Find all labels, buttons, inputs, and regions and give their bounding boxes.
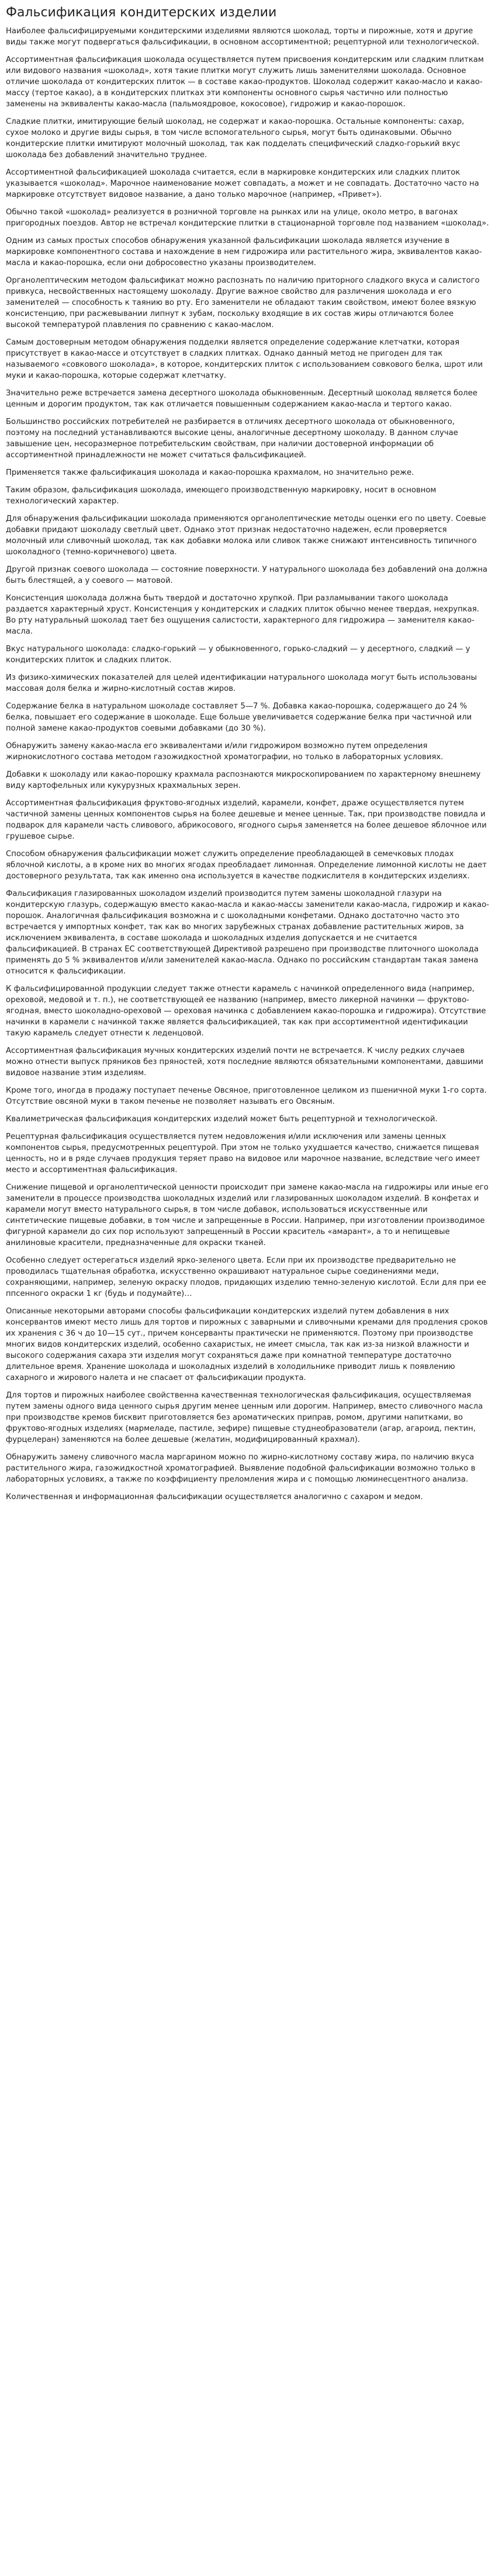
paragraph: Описанные некоторыми авторами способы фальсификации кондитерских изделий путем добавления в них консервантов имеют место лишь для тортов и пирожных с заварными и сливочными кремами для продления сроков их хранения с 36 ч до 10—15 сут., причем консерванты практически не применяются. Поэтому при производстве многих видов кондитерских изделий, особенно сахаристых, не имеет смысла, так как из-за низкой влажности и высокого содержания сахара эти изделия могут сохраняться даже при комнатной температуре достаточно длительное время. Хранение шоколада и шоколадных изделий в холодильнике приводит лишь к появлению сахарного и жирового налета и не спасает от фальсификации продукта. (6, 1307, 488, 1382)
paragraph: Содержание белка в натуральном шоколаде составляет 5—7 %. Добавка какао-порошка, содержащего до 24 % белка, повышает его содержание в шоколаде. Еще больше увеличивается содержание белка при частичной или полной замене какао-продуктов соевыми добавками (до 30 %). (6, 702, 472, 733)
paragraph: Из физико-химических показателей для целей идентификации натурального шоколада могут быть использованы массовая доля белка и жирно-кислотный состав жиров. (6, 673, 477, 693)
paragraph: Большинство российских потребителей не разбирается в отличиях десертного шоколада от обыкновенного, поэтому на последний устанавливаются высокие цены, аналогичные десертному шоколаду. В данном случае завышение цен, несоразмерное потребительским свойствам, при наличии достоверной информации об ассортиментной принадлежности не может считаться фальсификацией. (6, 418, 458, 460)
paragraph: Для тортов и пирожных наиболее свойственна качественная технологическая фальсификация, осуществляемая путем замены одного вида ценного сырья другим менее ценным или дорогим. Например, вместо сливочного масла при производстве кремов бисквит приготовляется без ароматических приправ, ромом, другими напитками, во фруктово-ягодных изделиях (мармеладе, пастиле, зефире) пищевые студнеобразователи (агар, агароид, пектин, фурцелеран) заменяются на более дешевые (желатин, модифицированный крахмал). (6, 1391, 483, 1444)
paragraph: Ассортиментная фальсификация мучных кондитерских изделий почти не встречается. К числу редких случаев можно отнести выпуск пряников без пряностей, хотя последние являются обязательными компонентами, давшими видовое название этим изделиям. (6, 1047, 483, 1077)
paragraph: Значительно реже встречается замена десертного шоколада обыкновенным. Десертный шоколад является более ценным и дорогим продуктом, так как отличается повышенным содержанием какао-масла и тертого какао. (6, 389, 477, 409)
document-body (6, 26, 489, 1503)
paragraph: Ассортиментной фальсификацией шоколада считается, если в маркировке кондитерских или сладких плиток указывается «шоколад». Марочное наименование может совпадать, а может и не совпадать. Достаточно часто на маркировке отсутствует видовое название, а дано только марочное (например, «Привет»). (6, 168, 479, 199)
paragraph: Одним из самых простых способов обнаружения указанной фальсификации шоколада является изучение в маркировке компонентного состава и нахождение в нем гидрожира или растительного жира, эквивалентов какао-масла и какао-порошка, если они добросовестно указаны производителем. (6, 237, 482, 267)
paragraph: Снижение пищевой и органолептической ценности происходит при замене какао-масла на гидрожиры или иные его заменители в процессе производства шоколадных изделий или глазированных шоколадом изделий. В конфетах и карамели могут вместо натурального сырья, в том числе добавок, использоваться искусственные или синтетические пищевые добавки, в том числе и запрещенные в России. Например, при изготовлении производимое фигурной карамели до сих пор используют запрещенный в России краситель «амарант», а то и непищевые анилиновые красители, предназначенные для окраски тканей. (6, 1183, 489, 1247)
paragraph: Способом обнаружения фальсификации может служить определение преобладающей в семечковых плодах яблочной кислоты, а в кроме них во многих ягодах преобладает лимонная. Определение лимонной кислоты не дает достоверного результата, так как именно она используется в качестве подкислителя в кондитерских изделиях. (6, 850, 487, 881)
paragraph: Сладкие плитки, имитирующие белый шоколад, не содержат и какао-порошка. Остальные компоненты: сахар, сухое молоко и другие виды сырья, в том числе вспомогательного сырья, могут быть одинаковыми. Обычно кондитерские плитки имитируют молочный шоколад, так как подделать специфический сладко-горький вкус шоколада без добавлений значительно труднее. (6, 117, 465, 159)
paragraph: Для обнаружения фальсификации шоколада применяются органолептические методы оценки его по цвету. Соевые добавки придают шоколаду светлый цвет. Однако этот признак недостаточно надежен, если проверяется молочный или сливочный шоколад, так как добавки молока или сливок также снижают интенсивность типичного шоколадного (темно-коричневого) цвета. (6, 514, 486, 557)
paragraph: Обычно такой «шоколад» реализуется в розничной торговле на рынках или на улице, около метро, в вагонах пригородных поездов. Автор не встречал кондитерские плитки в стационарной торговле под названием «шоколад». (6, 208, 489, 228)
paragraph: К фальсифицированной продукции следует также отнести карамель с начинкой определенного вида (например, ореховой, медовой и т. п.), не соответствующей ее названию (например, вместо ликерной начинки — фруктово-ягодная, вместо шоколадно-ореховой — ореховая начинка с добавлением какао-порошка и гидрожира). Отсутствие начинки в карамели с начинкой также является фальсификацией, так как при ассортиментной идентификации такую карамель следует отнести к леденцовой. (6, 985, 486, 1038)
paragraph: Ассортиментная фальсификация шоколада осуществляется путем присвоения кондитерским или сладким плиткам или видового названия «шоколад», хотя такие плитки могут служить лишь заменителями шоколада. Основное отличие шоколада от кондитерских плиток — в составе какао-продуктов. Шоколад содержит какао-масло и какао-массу (тертое какао), а в кондитерских плитках эти компоненты основного сырья частично или полностью заменены на эквиваленты какао-масла (пальмоядровое, кокосовое), гидрожир и какао-порошок. (6, 55, 484, 109)
paragraph: Кроме того, иногда в продажу поступает печенье Овсяное, приготовленное целиком из пшеничной муки 1-го сорта. Отсутствие овсяной муки в таком печенье не позволяет называть его Овсяным. (6, 1086, 487, 1106)
paragraph: Обнаружить замену какао-масла его эквивалентами и/или гидрожиром возможно путем определения жирнокислотного состава методом газожидкостной хроматографии, но только в лабораторных условиях. (6, 742, 444, 762)
paragraph: Консистенция шоколада должна быть твердой и достаточно хрупкой. При разламывании такого шоколада раздается характерный хруст. Консистенция у кондитерских и сладких плиток обычно менее твердая, нехрупкая. Во рту натуральный шоколад тает без ощущения салистости, характерного для гидрожира — заменителя какао-масла. (6, 594, 479, 636)
paragraph: Органолептическим методом фальсификат можно распознать по наличию приторного сладкого вкуса и салистого привкуса, несвойственных настоящему шоколаду. Другие важное свойство для различения шоколада и его заменителей — способность к таянию во рту. Его заменители не обладают таким свойством, имеют более вязкую консистенцию, при расжевывании липнут к зубам, поскольку входящие в их состав жиры отличаются более высокой температурой плавления по сравнению с какао-маслом. (6, 276, 480, 329)
paragraph: Особенно следует остерегаться изделий ярко-зеленого цвета. Если при их производстве предварительно не проводилась тщательная обработка, искусственно окрашивают натуральное сырье соединениями меди, сохраняющими, например, зеленую окраску плодов, придающих изделию темно-зеленую кислотой. Если для при ее ппсенного окраски 1 кг (будь и подумайте)… (6, 1256, 486, 1298)
paragraph: Другой признак соевого шоколада — состояние поверхности. У натурального шоколада без добавлений она должна быть блестящей, а у соевого — матовой. (6, 565, 487, 585)
paragraph: Обнаружить замену сливочного масла маргарином можно по жирно-кислотному составу жира, по наличию вкуса растительного жира, газожидкостной хроматографией. Выявление подобной фальсификации возможно только в лабораторных условиях, а также по коэффициенту преломления жира и с помощью люминесцентного анализа. (6, 1453, 476, 1484)
paragraph: Применяется также фальсификация шоколада и какао-порошка крахмалом, но значительно реже. (6, 468, 414, 477)
document-title: Фальсификация кондитерских изделии (6, 5, 277, 20)
paragraph: Наиболее фальсифицируемыми кондитерскими изделиями являются шоколад, торты и пирожные, хотя и другие виды также могут подвергаться фальсификации, в основном ассортиментной; рецептурной или технологической. (6, 27, 479, 47)
paragraph: Ассортиментная фальсификация фруктово-ягодных изделий, карамели, конфет, драже осуществляется путем частичной замены ценных компонентов сырья на более дешевые и менее ценные. Так, при производстве повидла и подварок для карамели часть сливового, абрикосового, ягодного сырья заменяется на более дешевое яблочное или грушевое сырье. (6, 799, 487, 841)
paragraph: Фальсификация глазированных шоколадом изделий производится путем замены шоколадной глазури на кондитерскую глазурь, содержащую вместо какао-масла и какао-массы заменители какао-масла, гидрожир и какао-порошок. Аналогичная фальсификация возможна и с шоколадными конфетами. Однако достаточно часто это встречается у импортных конфет, так как во многих зарубежных странах добавление растительных жиров, за исключением эквивалента, в составе шоколада и шоколадных изделия допускается и не считается фальсификацией. В странах ЕС соответствующей Директивой разрешено при производстве плиточного шоколада применять до 5 % эквивалентов и/или заменителей какао-масла. Однако по российским стандартам такая замена относится к фальсификации. (6, 889, 489, 976)
paragraph: Таким образом, фальсификация шоколада, имеющего производственную маркировку, носит в основном технологический характер. (6, 486, 437, 506)
paragraph: Вкус натурального шоколада: сладко-горький — у обыкновенного, горько-сладкий — у десертного, сладкий — у кондитерских плиток и сладких плиток. (6, 645, 470, 665)
paragraph: Рецептурная фальсификация осуществляется путем недовложения и/или исключения или замены ценных компонентов сырья, предусмотренных рецептурой. При этом не только ухудшается качество, снижается пищевая ценность, но и в ряде случаев продукция теряет право на видовое или марочное название, вследствие чего имеет место и ассортиментная фальсификация. (6, 1132, 480, 1174)
paragraph: Количественная и информационная фальсификации осуществляется аналогично с сахаром и медом. (6, 1493, 423, 1501)
paragraph: Самым достоверным методом обнаружения подделки является определение содержание клетчатки, которая присутствует в какао-массе и отсутствует в сладких плитках. Однако данный метод не пригоден для так называемого «совкового шоколада», в которое, кондитерских плиток с использованием совкового белка, шрот или муки и какао-порошка, которые содержат клетчатку. (6, 338, 483, 380)
paragraph: Добавки к шоколаду или какао-порошку крахмала распознаются микроскопированием по характерному внешнему виду картофельных или кукурузных крахмальных зерен. (6, 770, 481, 790)
paragraph: Квалиметрическая фальсификация кондитерских изделий может быть рецептурной и технологической. (6, 1115, 438, 1124)
